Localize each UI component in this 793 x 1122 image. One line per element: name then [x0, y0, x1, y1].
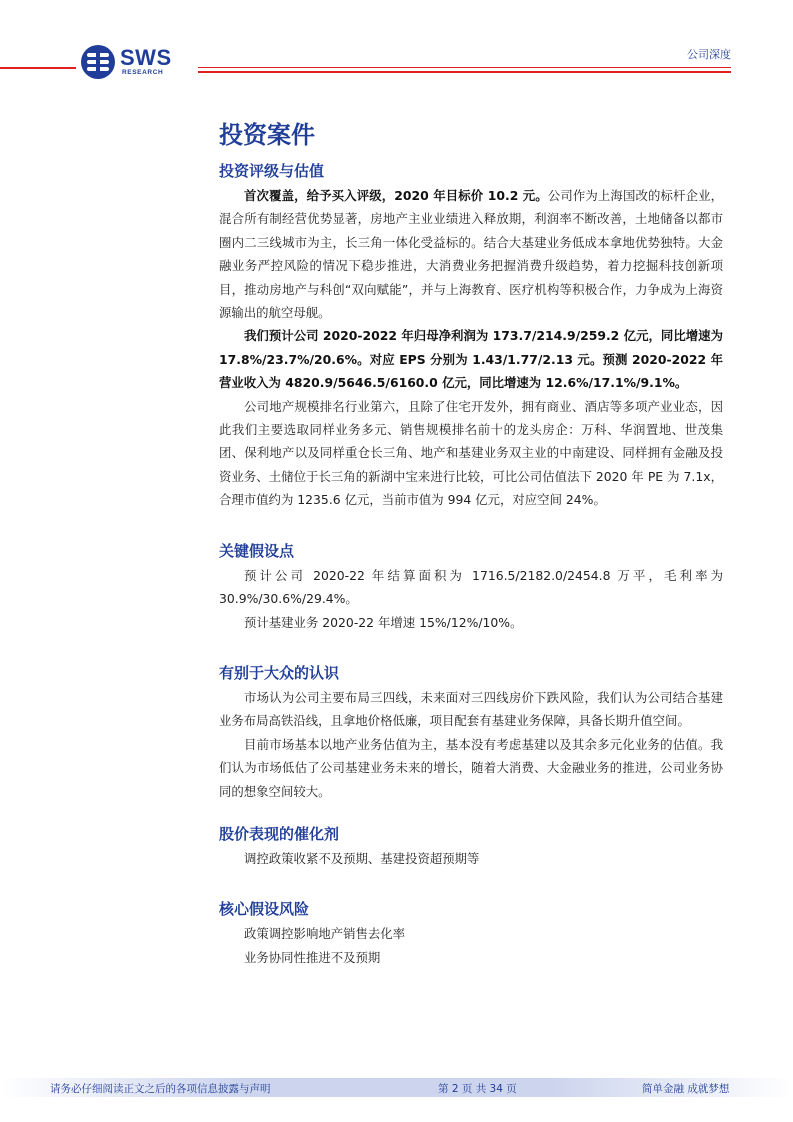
rating-paragraph-1 [219, 184, 723, 324]
header-rule-thick [198, 71, 731, 73]
rating-body-text: 公司作为上海国改的标杆企业，混合所有制经营优势显著，房地产主业业绩进入释放期，利润率不断改善，土地储备以都市圈内二三线城市为主，长三角一体化受益标的。结合大基建业务低成本拿地优势独特。大金融业务严控风险的情况下稳步推进，大消费业务把握消费升级趋势，着力挖掘科技创新项目，推动房地产与科创“双向赋能”，并与上海教育、医疗机构等积极合作，力争成为上海资源输出的航空母舰。 [219, 188, 724, 321]
section-title-catalyst: 股价表现的催化剂 [219, 824, 340, 843]
header-rule-thin [198, 67, 731, 68]
header-rule-left [0, 67, 76, 69]
page-header [0, 0, 793, 110]
assumptions-paragraph-2: 预计基建业务 2020-22 年增速 15%/12%/10%。 [244, 614, 523, 630]
report-body [219, 118, 723, 969]
section-title-assumptions: 关键假设点 [219, 541, 295, 560]
footer-disclaimer: 请务必仔细阅读正文之后的各项信息披露与声明 [50, 1083, 271, 1095]
page-title: 投资案件 [219, 121, 315, 149]
different-view-paragraph-2: 目前市场基本以地产业务估值为主，基本没有考虑基建以及其余多元化业务的估值。我们认为市场低估了公司基建业务未来的增长，随着大消费、大金融业务的推进，公司业务协同的想象空间较大。 [219, 736, 723, 799]
section-title-risk: 核心假设风险 [219, 900, 310, 919]
section-title-different-view: 有别于大众的认识 [219, 663, 340, 682]
rating-valuation-paragraph: 公司地产规模排名行业第六，且除了住宅开发外，拥有商业、酒店等多项产业业态，因此我们主要选取同样业务多元、销售规模排名前十的龙头房企：万科、华润置地、世茂集团、保利地产以及同样重仓长三角、地产和基建业务双主业的中南建设、同样拥有金融及投资业务、土储位于长三角的新湖中宝来进行比较，可比公司估值法下 2020 年 PE 为 7.1x，合理市值约为 1235.6 亿元，当前市值为 994 亿元，对应空间 24%。 [219, 398, 723, 508]
logo-wordmark: SWS [120, 45, 172, 70]
footer-slogan: 简单金融 成就梦想 [642, 1083, 730, 1095]
assumptions-paragraph-1: 预计公司 2020-22 年结算面积为 1716.5/2182.0/2454.8 万平，毛利率为 30.9%/30.6%/29.4%。 [219, 567, 723, 607]
rating-highlight: 首次覆盖，给予买入评级，2020 年目标价 10.2 元。 [244, 188, 548, 203]
logo-subtitle: RESEARCH [122, 69, 164, 76]
risk-paragraph-1: 政策调控影响地产销售去化率 [244, 926, 406, 942]
sws-logo-mark-icon [80, 44, 116, 80]
rating-forecast-paragraph: 我们预计公司 2020-2022 年归母净利润为 173.7/214.9/259.2 亿元，同比增速为 17.8%/23.7%/20.6%。对应 EPS 分别为 1.43/1.77/2.13 元。预测 2020-2022 年营业收入为 4820.9/5646.5/6160.0 亿元，同比增速为 12.6%/17.1%/9.1%。 [219, 328, 723, 391]
different-view-paragraph-1: 市场认为公司主要布局三四线，未来面对三四线房价下跌风险，我们认为公司结合基建业务布局高铁沿线，且拿地价格低廉，项目配套有基建业务保障，具备长期升值空间。 [219, 689, 723, 729]
report-type-label: 公司深度 [687, 48, 731, 61]
risk-paragraph-2: 业务协同性推进不及预期 [244, 949, 381, 965]
page-footer [0, 1078, 793, 1098]
sws-logo [80, 44, 190, 84]
footer-page-number: 第 2 页 共 34 页 [438, 1083, 517, 1095]
catalyst-paragraph-1: 调控政策收紧不及预期、基建投资超预期等 [244, 850, 480, 866]
section-title-rating: 投资评级与估值 [219, 162, 325, 180]
